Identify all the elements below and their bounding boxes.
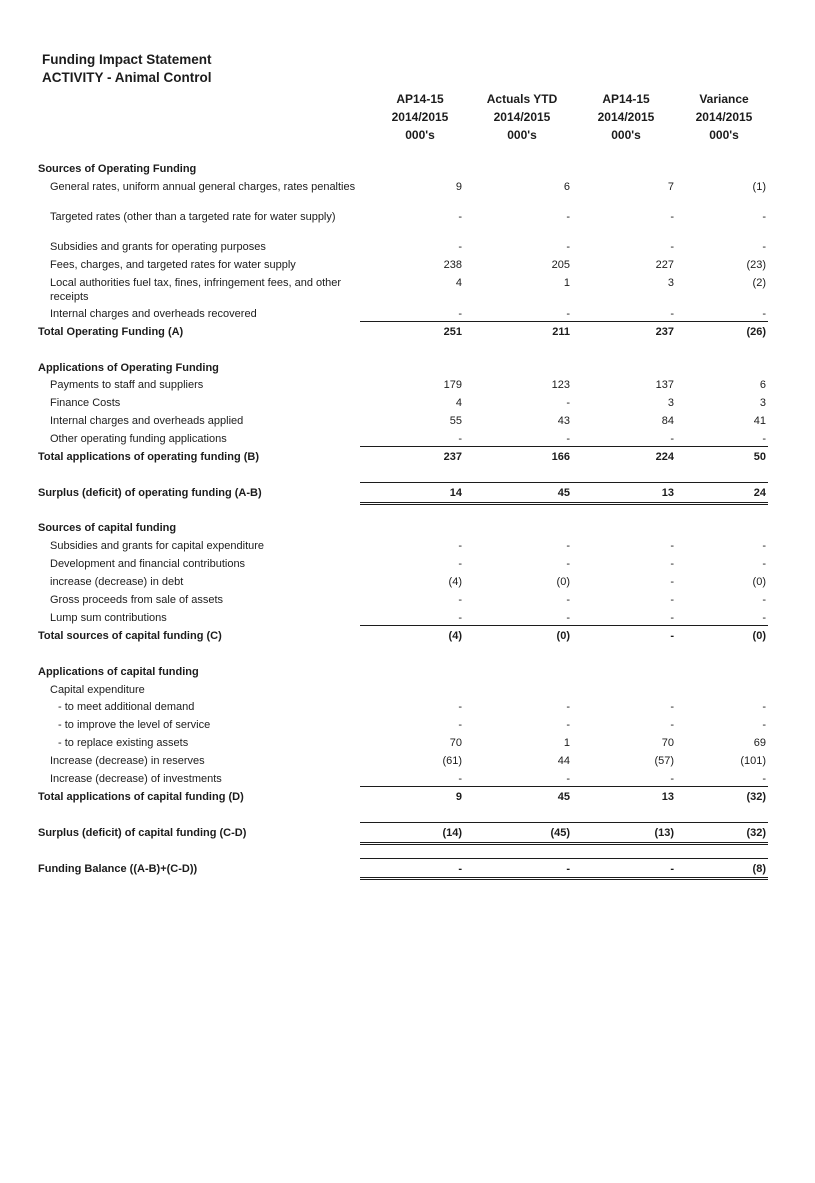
row-value-col-1: 55: [449, 415, 462, 427]
row-value-col-4: -: [762, 211, 766, 223]
row-value-col-4: -: [762, 241, 766, 253]
row-label: Sources of capital funding: [38, 522, 177, 534]
row-value-col-1: 70: [449, 737, 462, 749]
row-value-col-3: (57): [654, 755, 674, 767]
row-value-col-4: 6: [759, 379, 766, 391]
row-value-col-1: -: [458, 433, 462, 445]
row-label: Total applications of operating funding (B): [38, 451, 259, 463]
row-value-col-3: -: [670, 701, 674, 713]
row-label: Payments to staff and suppliers: [50, 379, 204, 391]
row-value-col-1: 238: [443, 259, 462, 271]
row-value-col-4: (32): [746, 827, 766, 839]
document-title: Funding Impact Statement: [42, 52, 212, 67]
row-value-col-2: -: [566, 433, 570, 445]
row-value-col-2: (0): [556, 576, 570, 588]
row-value-col-1: -: [458, 558, 462, 570]
single-rule: [360, 822, 768, 823]
row-value-col-4: (1): [752, 181, 766, 193]
single-rule: [360, 858, 768, 859]
double-rule: [360, 502, 768, 505]
row-value-col-2: 166: [551, 451, 570, 463]
row-value-col-4: -: [762, 612, 766, 624]
row-value-col-3: -: [670, 773, 674, 785]
row-value-col-1: -: [458, 719, 462, 731]
row-label: Applications of Operating Funding: [38, 362, 219, 374]
row-value-col-4: (0): [752, 576, 766, 588]
single-rule: [360, 482, 768, 483]
column-header-variance: Variance 2014/2015 000's: [695, 92, 753, 142]
row-value-col-2: 205: [551, 259, 570, 271]
row-value-col-1: -: [458, 540, 462, 552]
column-header-ap-2: AP14-15 2014/2015 000's: [597, 92, 655, 142]
row-label: Total Operating Funding (A): [38, 326, 184, 338]
row-value-col-2: -: [566, 701, 570, 713]
row-value-col-1: -: [458, 594, 462, 606]
row-value-col-3: 3: [667, 277, 674, 289]
row-label: Increase (decrease) of investments: [50, 773, 222, 785]
row-value-col-4: -: [762, 701, 766, 713]
row-label: Development and financial contributions: [50, 558, 246, 570]
row-value-col-1: 4: [455, 277, 462, 289]
row-value-col-3: -: [670, 540, 674, 552]
row-value-col-3: 137: [655, 379, 674, 391]
row-value-col-3: 13: [661, 487, 674, 499]
row-value-col-1: 179: [443, 379, 462, 391]
row-value-col-4: (26): [746, 326, 766, 338]
row-value-col-4: -: [762, 540, 766, 552]
row-value-col-2: -: [566, 540, 570, 552]
row-value-col-3: 7: [667, 181, 674, 193]
row-value-col-2: 45: [557, 791, 570, 803]
row-value-col-3: -: [670, 558, 674, 570]
row-value-col-4: -: [762, 594, 766, 606]
row-value-col-1: -: [458, 773, 462, 785]
row-value-col-1: -: [458, 211, 462, 223]
row-value-col-2: -: [566, 612, 570, 624]
row-value-col-4: -: [762, 558, 766, 570]
row-label: Total applications of capital funding (D): [38, 791, 244, 803]
row-value-col-2: (45): [550, 827, 570, 839]
document-subtitle: ACTIVITY - Animal Control: [42, 70, 212, 85]
row-value-col-1: -: [458, 308, 462, 320]
row-label: Targeted rates (other than a targeted rate for water supply): [50, 211, 336, 223]
double-rule: [360, 842, 768, 845]
row-value-col-1: 9: [455, 791, 462, 803]
row-label: Funding Balance ((A-B)+(C-D)): [38, 863, 198, 875]
row-value-col-2: -: [566, 719, 570, 731]
row-value-col-2: -: [566, 558, 570, 570]
row-value-col-3: -: [670, 241, 674, 253]
row-value-col-4: 3: [759, 397, 766, 409]
row-label: - to improve the level of service: [58, 719, 211, 731]
row-value-col-3: -: [670, 211, 674, 223]
row-value-col-3: 3: [667, 397, 674, 409]
single-rule: [360, 786, 768, 787]
single-rule: [360, 321, 768, 322]
row-value-col-1: 9: [455, 181, 462, 193]
row-label: Gross proceeds from sale of assets: [50, 594, 224, 606]
row-value-col-2: 1: [563, 737, 570, 749]
row-value-col-3: 237: [655, 326, 674, 338]
row-value-col-3: -: [670, 863, 674, 875]
row-label: Fees, charges, and targeted rates for water supply: [50, 259, 296, 271]
row-value-col-2: 43: [557, 415, 570, 427]
row-label: - to meet additional demand: [58, 701, 195, 713]
row-value-col-2: -: [566, 241, 570, 253]
row-value-col-4: 69: [753, 737, 766, 749]
column-header-ap-1: AP14-15 2014/2015 000's: [391, 92, 449, 142]
row-value-col-3: -: [670, 433, 674, 445]
row-value-col-2: -: [566, 397, 570, 409]
row-value-col-1: (4): [448, 576, 462, 588]
row-value-col-4: (32): [746, 791, 766, 803]
row-label: Local authorities fuel tax, fines, infringement fees, and other receipts: [50, 277, 342, 303]
row-value-col-4: -: [762, 308, 766, 320]
row-label: - to replace existing assets: [58, 737, 189, 749]
row-value-col-1: 14: [449, 487, 462, 499]
row-value-col-4: 24: [753, 487, 766, 499]
row-value-col-1: 237: [443, 451, 462, 463]
row-value-col-3: 70: [661, 737, 674, 749]
row-value-col-4: 41: [753, 415, 766, 427]
row-label: Surplus (deficit) of operating funding (A-B): [38, 487, 262, 499]
row-value-col-4: (0): [752, 630, 766, 642]
row-value-col-2: 211: [552, 326, 570, 338]
row-value-col-1: 251: [443, 326, 462, 338]
row-value-col-3: -: [670, 719, 674, 731]
row-label: Total sources of capital funding (C): [38, 630, 222, 642]
row-value-col-3: 224: [655, 451, 674, 463]
row-value-col-2: -: [566, 773, 570, 785]
row-value-col-3: -: [670, 630, 674, 642]
row-value-col-1: -: [458, 612, 462, 624]
row-label: General rates, uniform annual general charges, rates penalties: [50, 181, 356, 193]
row-value-col-1: -: [458, 863, 462, 875]
row-value-col-2: -: [566, 594, 570, 606]
double-rule: [360, 877, 768, 880]
row-label: Subsidies and grants for capital expenditure: [50, 540, 265, 552]
row-label: Capital expenditure: [50, 684, 145, 696]
row-value-col-4: (8): [752, 863, 766, 875]
row-value-col-4: (2): [752, 277, 766, 289]
single-rule: [360, 446, 768, 447]
row-value-col-3: (13): [654, 827, 674, 839]
row-value-col-1: -: [458, 241, 462, 253]
row-label: Applications of capital funding: [38, 666, 199, 678]
row-value-col-2: (0): [556, 630, 570, 642]
row-value-col-1: (4): [448, 630, 462, 642]
row-value-col-2: -: [566, 211, 570, 223]
row-label: Sources of Operating Funding: [38, 163, 197, 175]
row-value-col-3: -: [670, 308, 674, 320]
row-value-col-4: 50: [753, 451, 766, 463]
row-value-col-2: 45: [557, 487, 570, 499]
row-value-col-4: -: [762, 719, 766, 731]
row-label: Internal charges and overheads applied: [50, 415, 244, 427]
row-label: increase (decrease) in debt: [50, 576, 184, 588]
row-value-col-1: (14): [442, 827, 462, 839]
row-value-col-3: 84: [661, 415, 674, 427]
row-value-col-4: (23): [746, 259, 766, 271]
single-rule: [360, 625, 768, 626]
row-value-col-2: 44: [557, 755, 570, 767]
row-value-col-2: 6: [563, 181, 570, 193]
row-label: Finance Costs: [50, 397, 121, 409]
row-value-col-1: -: [458, 701, 462, 713]
row-label: Surplus (deficit) of capital funding (C-D): [38, 827, 247, 839]
row-value-col-3: -: [670, 612, 674, 624]
row-value-col-4: (101): [740, 755, 766, 767]
column-header-actuals-ytd: Actuals YTD 2014/2015 000's: [486, 92, 558, 142]
row-label: Lump sum contributions: [50, 612, 167, 624]
row-value-col-1: (61): [442, 755, 462, 767]
row-value-col-3: 13: [661, 791, 674, 803]
row-value-col-1: 4: [455, 397, 462, 409]
row-value-col-2: -: [566, 308, 570, 320]
row-value-col-2: 1: [563, 277, 570, 289]
row-label: Increase (decrease) in reserves: [50, 755, 205, 767]
row-value-col-4: -: [762, 773, 766, 785]
row-value-col-3: -: [670, 594, 674, 606]
row-label: Other operating funding applications: [50, 433, 227, 445]
row-label: Internal charges and overheads recovered: [50, 308, 257, 320]
row-label: Subsidies and grants for operating purposes: [50, 241, 266, 253]
row-value-col-2: -: [566, 863, 570, 875]
row-value-col-3: 227: [655, 259, 674, 271]
row-value-col-4: -: [762, 433, 766, 445]
row-value-col-3: -: [670, 576, 674, 588]
row-value-col-2: 123: [551, 379, 570, 391]
